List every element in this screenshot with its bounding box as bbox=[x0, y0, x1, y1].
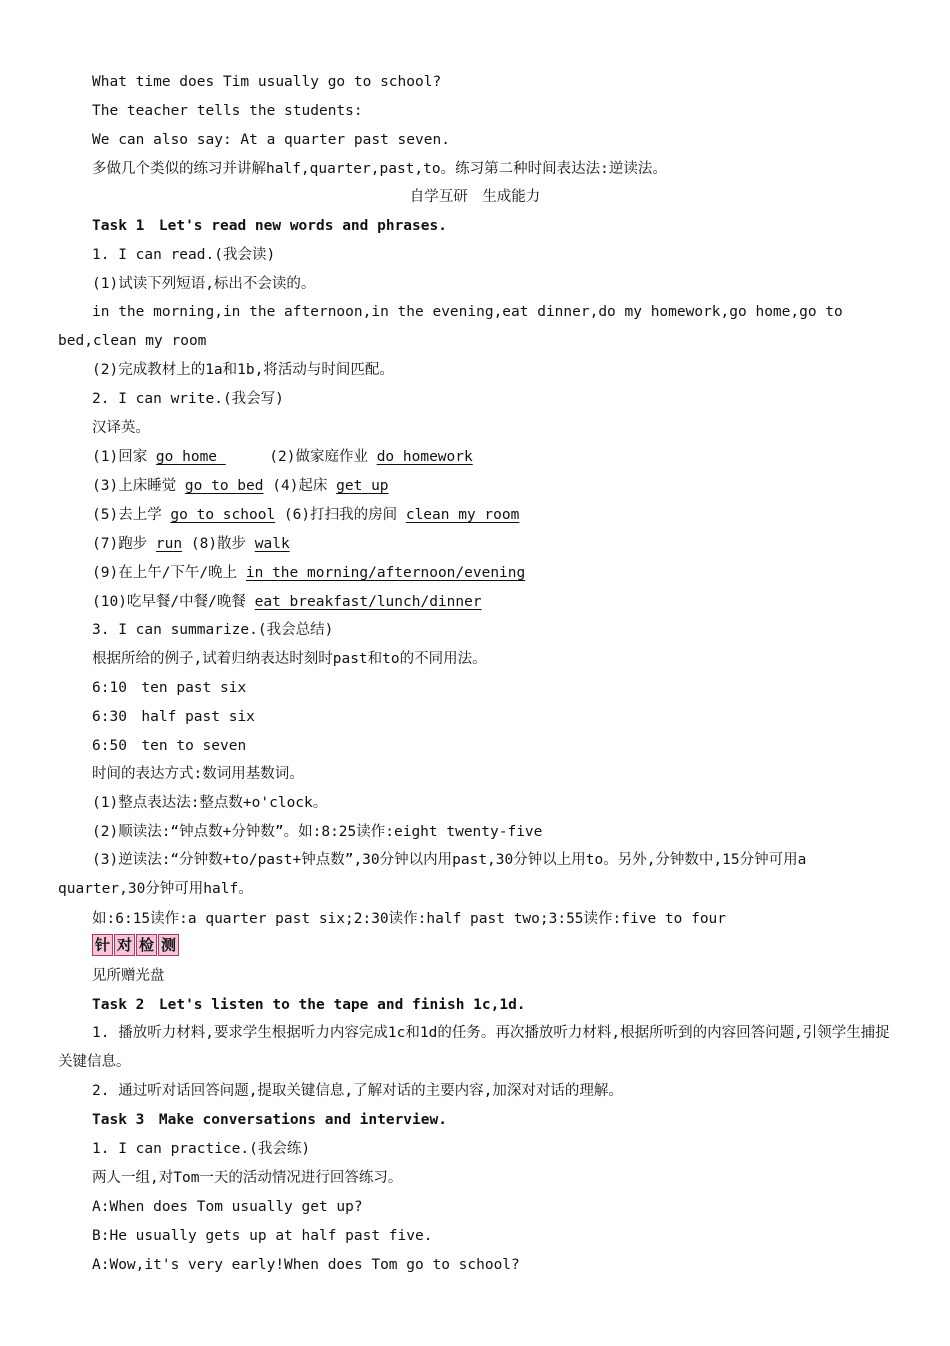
text-line: 1. I can practice.(我会练) bbox=[92, 1141, 311, 1157]
text-line: (2)顺读法:“钟点数+分钟数”。如:8:25读作:eight twenty-five bbox=[92, 824, 543, 840]
text-line: 两人一组,对Tom一天的活动情况进行回答练习。 bbox=[92, 1170, 403, 1186]
text-line: (2)完成教材上的1a和1b,将活动与时间匹配。 bbox=[92, 362, 394, 378]
text-line: The teacher tells the students: bbox=[92, 103, 363, 119]
dialogue-line: A:Wow,it's very early!When does Tom go to school? bbox=[92, 1257, 520, 1273]
text-line: (1)试读下列短语,标出不会读的。 bbox=[92, 276, 316, 292]
text-line: 根据所给的例子,试着归纳表达时刻时past和to的不同用法。 bbox=[92, 651, 487, 667]
answer: walk bbox=[254, 536, 290, 552]
answer: get up bbox=[336, 478, 389, 494]
text-line: 见所赠光盘 bbox=[92, 968, 165, 984]
prompt: (3)上床睡觉 bbox=[92, 478, 185, 494]
stamp-char: 针 bbox=[92, 934, 113, 956]
paragraph: 1. 播放听力材料,要求学生根据听力内容完成1c和1d的任务。再次播放听力材料,根据所听到的内容回答问题,引领学生捕捉关键信息。 bbox=[58, 1025, 890, 1070]
prompt: (6)打扫我的房间 bbox=[275, 507, 406, 523]
exercise-line bbox=[92, 534, 290, 554]
prompt: (10)吃早餐/中餐/晚餐 bbox=[92, 594, 255, 610]
prompt: (8)散步 bbox=[182, 536, 255, 552]
stamp-char: 检 bbox=[136, 934, 157, 956]
time-example: 6:50 ten to seven bbox=[92, 738, 247, 754]
text-line: 1. I can read.(我会读) bbox=[92, 247, 276, 263]
prompt: (9)在上午/下午/晚上 bbox=[92, 565, 246, 581]
dialogue-line: A:When does Tom usually get up? bbox=[92, 1199, 363, 1215]
prompt: (5)去上学 bbox=[92, 507, 171, 523]
exercise-line bbox=[92, 476, 389, 496]
task-heading: Task 2 Let's listen to the tape and finish 1c,1d. bbox=[92, 997, 526, 1013]
text-line: 汉译英。 bbox=[92, 420, 150, 436]
text-line: (1)整点表达法:整点数+o'clock。 bbox=[92, 795, 328, 811]
task-heading: Task 3 Make conversations and interview. bbox=[92, 1112, 447, 1128]
paragraph: (3)逆读法:“分钟数+to/past+钟点数”,30分钟以内用past,30分钟以上用to。另外,分钟数中,15分钟可用a quarter,30分钟可用half。 bbox=[58, 852, 807, 897]
time-example: 6:30 half past six bbox=[92, 709, 255, 725]
text-line: 多做几个类似的练习并讲解half,quarter,past,to。练习第二种时间表达法:逆读法。 bbox=[92, 161, 667, 177]
prompt: (2)做家庭作业 bbox=[225, 449, 377, 465]
answer: eat breakfast/lunch/dinner bbox=[254, 594, 482, 610]
dialogue-line: B:He usually gets up at half past five. bbox=[92, 1228, 433, 1244]
time-example: 6:10 ten past six bbox=[92, 680, 247, 696]
text-line: What time does Tim usually go to school? bbox=[92, 74, 442, 90]
text-line: 2. 通过听对话回答问题,提取关键信息,了解对话的主要内容,加深对对话的理解。 bbox=[92, 1083, 623, 1099]
exercise-line bbox=[92, 447, 473, 467]
stamp-label bbox=[92, 934, 179, 956]
text-line: 3. I can summarize.(我会总结) bbox=[92, 622, 334, 638]
stamp-char: 测 bbox=[158, 934, 179, 956]
answer: go home bbox=[155, 449, 226, 465]
answer: go to school bbox=[170, 507, 276, 523]
text-line: 时间的表达方式:数词用基数词。 bbox=[92, 766, 304, 782]
answer: run bbox=[155, 536, 183, 552]
exercise-line bbox=[92, 592, 482, 612]
text-line: We can also say: At a quarter past seven. bbox=[92, 132, 450, 148]
text-line: 如:6:15读作:a quarter past six;2:30读作:half past two;3:55读作:five to four bbox=[92, 911, 727, 927]
stamp-char: 对 bbox=[114, 934, 135, 956]
answer: go to bed bbox=[184, 478, 264, 494]
prompt: (1)回家 bbox=[92, 449, 156, 465]
prompt: (7)跑步 bbox=[92, 536, 156, 552]
section-heading: 自学互研 生成能力 bbox=[409, 189, 541, 205]
prompt: (4)起床 bbox=[263, 478, 337, 494]
text-line: 2. I can write.(我会写) bbox=[92, 391, 284, 407]
exercise-line bbox=[92, 563, 525, 583]
answer: in the morning/afternoon/evening bbox=[245, 565, 526, 581]
answer: do homework bbox=[376, 449, 473, 465]
phrase-list: in the morning,in the afternoon,in the evening,eat dinner,do my homework,go home,go to bed,clean my room bbox=[58, 304, 843, 349]
answer: clean my room bbox=[405, 507, 520, 523]
task-heading: Task 1 Let's read new words and phrases. bbox=[92, 218, 447, 234]
exercise-line bbox=[92, 505, 519, 525]
